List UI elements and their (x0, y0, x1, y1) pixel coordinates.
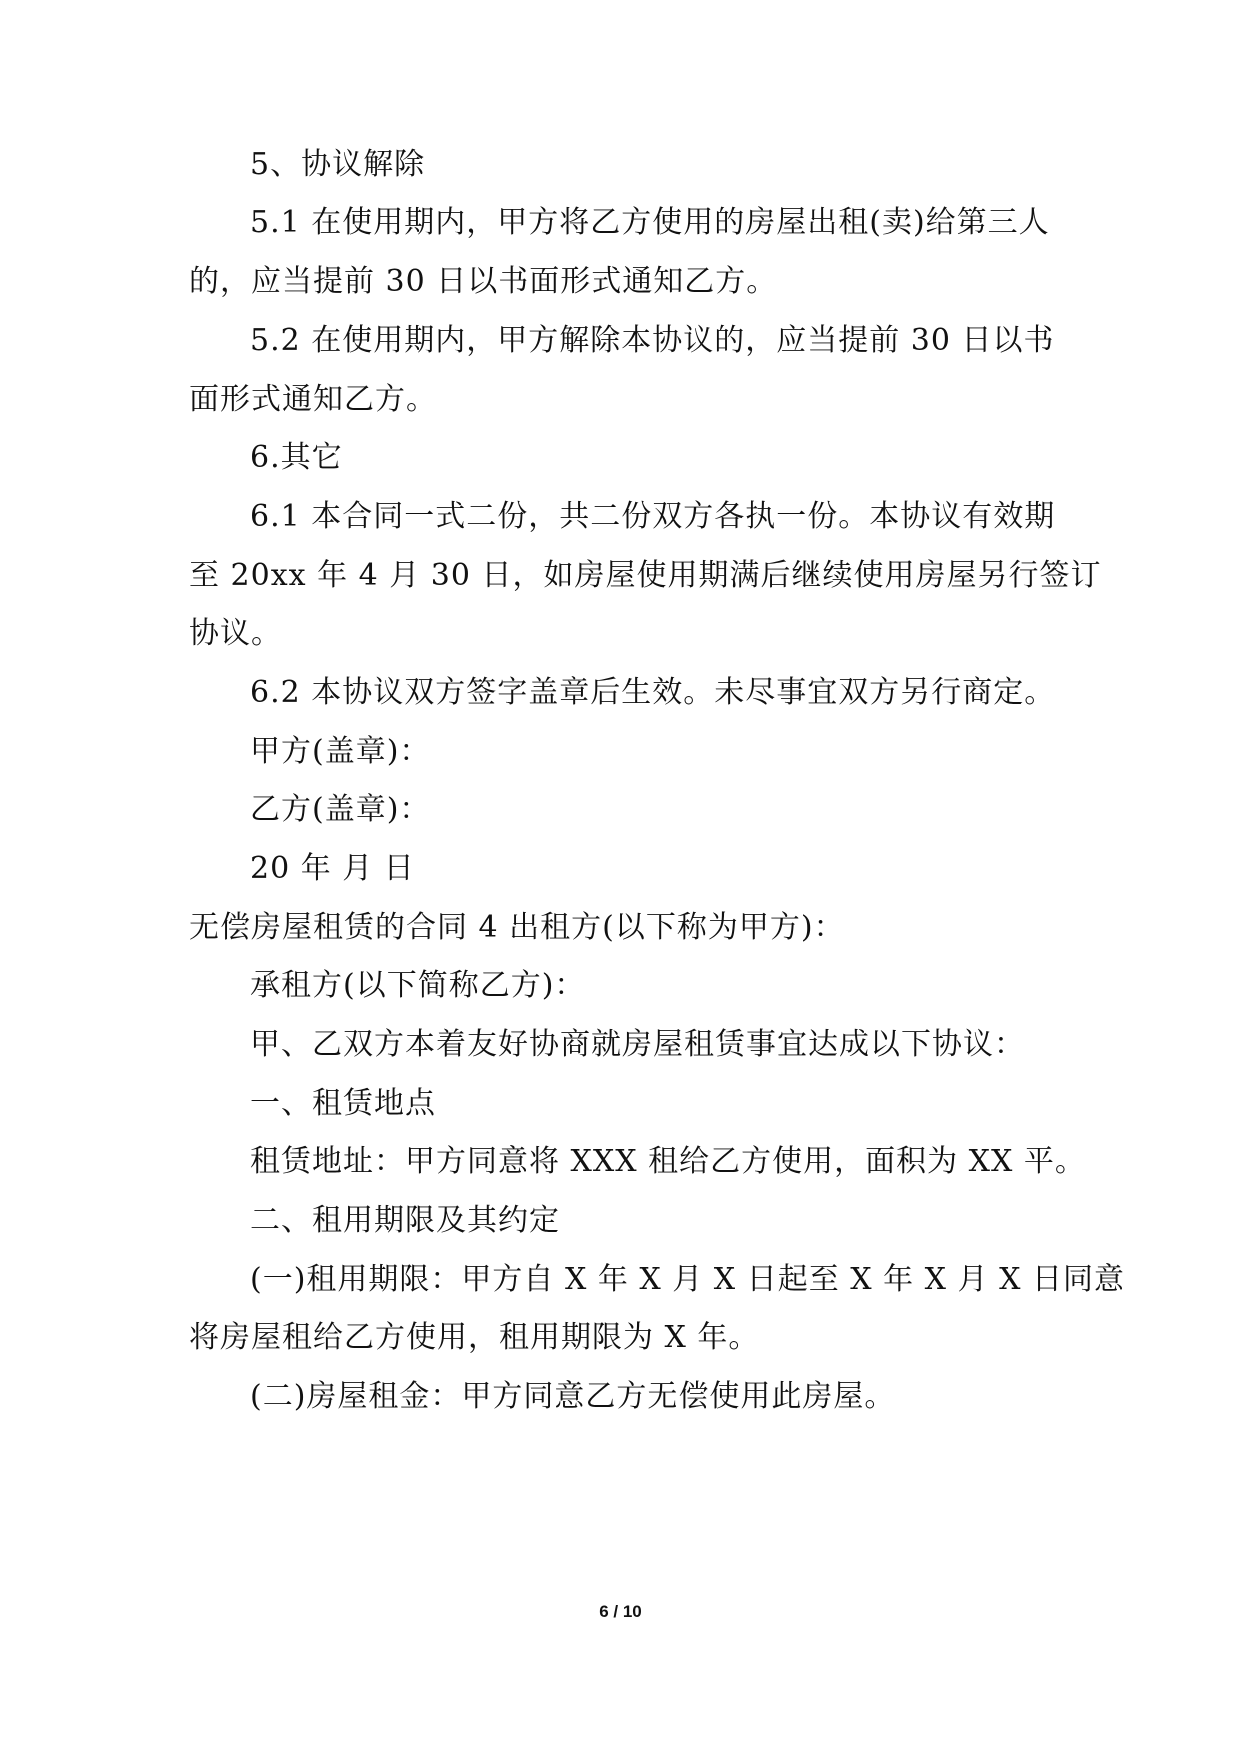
paragraph-line: 5.1 在使用期内，甲方将乙方使用的房屋出租(卖)给第三人 (250, 205, 1050, 240)
contract-title-line: 无偿房屋租赁的合同 4 出租方(以下称为甲方)： (189, 910, 845, 945)
page-number: 6 / 10 (599, 1602, 642, 1621)
paragraph-line: 将房屋租给乙方使用，租用期限为 X 年。 (189, 1320, 760, 1355)
lessee-line: 承租方(以下简称乙方)： (250, 968, 586, 1003)
section-heading-other: 6.其它 (250, 440, 343, 475)
paragraph-line: (二)房屋租金：甲方同意乙方无偿使用此房屋。 (250, 1379, 896, 1414)
paragraph-line: 租赁地址：甲方同意将 XXX 租给乙方使用，面积为 XX 平。 (250, 1144, 1086, 1179)
party-a-seal-line: 甲方(盖章)： (250, 734, 431, 769)
paragraph-line: 5.2 在使用期内，甲方解除本协议的，应当提前 30 日以书 (250, 323, 1055, 358)
party-b-seal-line: 乙方(盖章)： (250, 792, 431, 827)
date-line: 20 年 月 日 (250, 851, 415, 886)
section-heading-location: 一、租赁地点 (250, 1086, 436, 1121)
paragraph-line: 的，应当提前 30 日以书面形式通知乙方。 (189, 264, 778, 299)
paragraph-line: (一)租用期限：甲方自 X 年 X 月 X 日起至 X 年 X 月 X 日同意 (250, 1262, 1125, 1297)
paragraph-line: 6.2 本协议双方签字盖章后生效。未尽事宜双方另行商定。 (250, 675, 1056, 710)
paragraph-line: 至 20xx 年 4 月 30 日，如房屋使用期满后继续使用房屋另行签订 (189, 558, 1102, 593)
paragraph-line: 协议。 (189, 616, 282, 651)
section-heading-termination: 5、协议解除 (250, 147, 426, 182)
paragraph-line: 6.1 本合同一式二份，共二份双方各执一份。本协议有效期 (250, 499, 1056, 534)
paragraph-line: 面形式通知乙方。 (189, 382, 437, 417)
paragraph-line: 甲、乙双方本着友好协商就房屋租赁事宜达成以下协议： (250, 1027, 1025, 1062)
section-heading-term: 二、租用期限及其约定 (250, 1203, 560, 1238)
